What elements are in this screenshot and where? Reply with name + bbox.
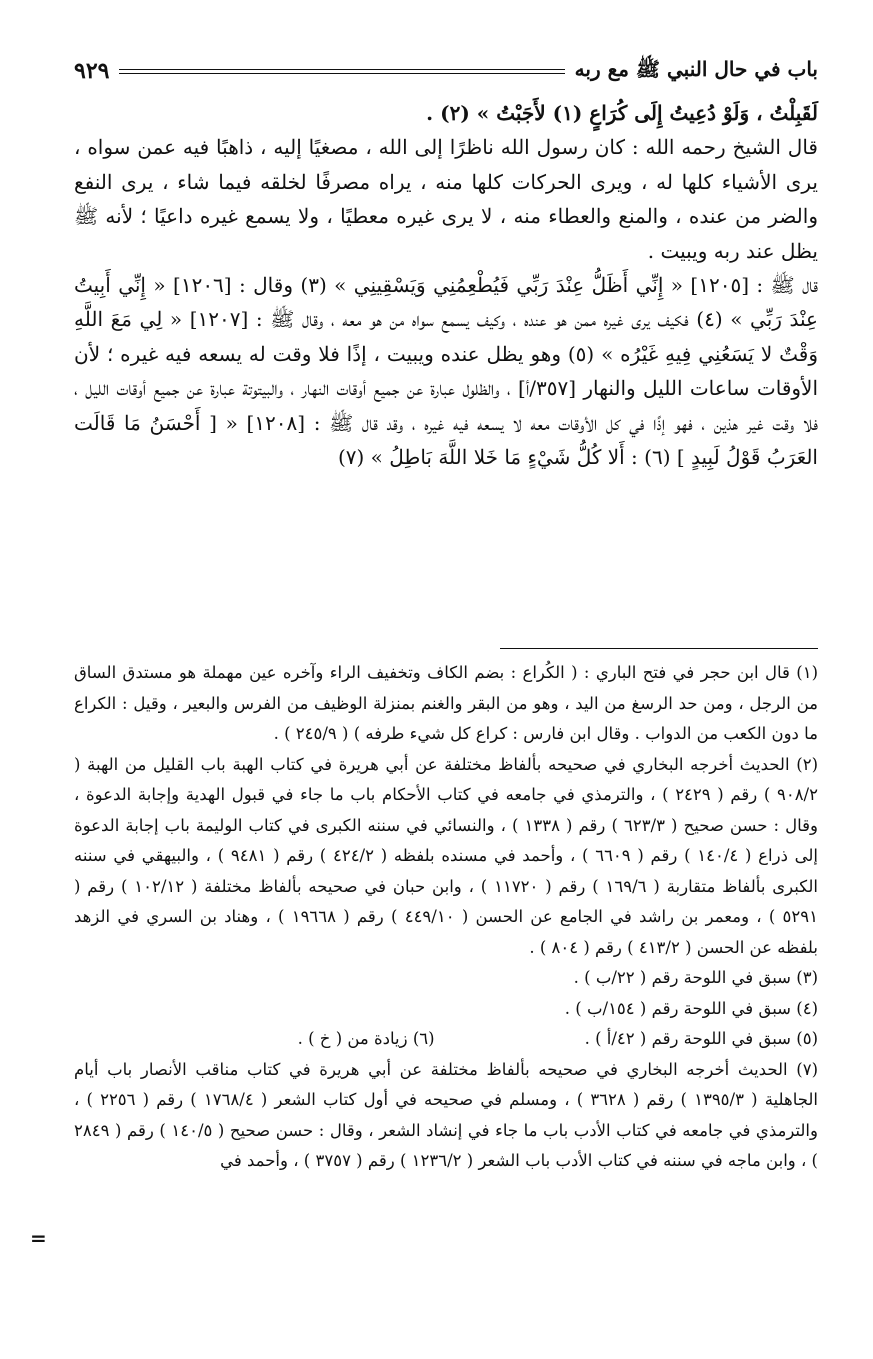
footnote-6: (٦) زيادة من ( خ ) . bbox=[297, 1029, 435, 1048]
footnote-row-5-6 bbox=[74, 1024, 818, 1055]
continuation-mark: = bbox=[30, 1226, 47, 1250]
header-title: باب في حال النبي ﷺ مع ربه bbox=[574, 56, 818, 81]
footnote-1: (١) قال ابن حجر في فتح الباري : ( الكُراع : بضم الكاف وتخفيف الراء وآخره عين مهملة هو مستدق الساق من الرجل ، ومن حد الرسغ من اليد ، وهو من البقر والغنم بمنزلة الوظيف من الفرس والبعير ، وقيل : الكراع ما دون الكعب من الدواب . وقال ابن فارس : كراع كل شيء طرفه ) ( ٢٤٥/٩ ) . bbox=[74, 663, 818, 743]
paragraph-2: قال الشيخ رحمه الله : كان رسول الله ناظرًا إلى الله ، مصغيًا إليه ، ذاهبًا فيه عمن سواه ، يرى الأشياء كلها له ، ويرى الحركات كلها منه ، يراه مصرفًا لخلقه فيما شاء ، يرى النفع والضر من عنده ، والمنع والعطاء منه ، لا يرى غيره معطيًا ، ولا يسمع غيره داعيًا ؛ لأنه ﷺ يظل عند ربه ويبيت . bbox=[74, 135, 818, 263]
footnote-4: (٤) سبق في اللوحة رقم ( ١٥٤/ب ) . bbox=[564, 998, 818, 1018]
paragraph-3: قال ﷺ : [١٢٠٥] « إِنِّي أَظَلُّ عِنْدَ رَبِّي فَيُطْعِمُنِي وَيَسْقِينِي » (٣) وقال : [١٢٠٦] « إِنِّي أَبِيتُ عِنْدَ رَبِّي » (٤) فكيف يرى غيره ممن هو عنده ، وكيف يسمع سواه من هو معه ، وقال ﷺ : [١٢٠٧] « لِي مَعَ اللَّهِ وَقْتٌ لا يَسَعُنِي فِيهِ غَيْرُه » (٥) وهو يظل عنده ويبيت ، إذًا فلا وقت له يسعه فيه غيره ؛ لأن الأوقات ساعات الليل والنهار [٣٥٧/أ] ، والظلول عبارة عن جميع أوقات النهار ، والبيتوتة عبارة عن جميع أوقات الليل ، فلا وقت غير هذين ، فهو إذًا في كل الأوقات معه لا يسعه فيه غيره ، وقد قال ﷺ : [١٢٠٨] « [ أَحْسَنُ مَا قَالَت العَرَبُ قَوْلُ لَبِيدٍ ] (٦) : أَلا كُلُّ شَيْءٍ مَا خَلا اللَّهَ بَاطِلُ » (٧) bbox=[74, 273, 819, 470]
footnote-5: (٥) سبق في اللوحة رقم ( ٤٢/أ ) . bbox=[584, 1029, 818, 1048]
footnote-3: (٣) سبق في اللوحة رقم ( ٢٢/ب ) . bbox=[573, 968, 818, 987]
footnote-2: (٢) الحديث أخرجه البخاري في صحيحه بألفاظ مختلفة عن أبي هريرة في كتاب الهبة باب القليل من الهبة ( ٩٠٨/٢ ) رقم ( ٢٤٢٩ ) ، والترمذي في جامعه في كتاب الأحكام باب ما جاء في قبول الهدية وإجابة الدعوة ، وقال : حسن صحيح ( ٦٢٣/٣ ) رقم ( ١٣٣٨ ) ، والنسائي في سننه الكبرى في كتاب الوليمة باب إجابة الدعوة إلى ذراع ( ١٤٠/٤ ) رقم ( ٦٦٠٩ ) ، وأحمد في مسنده بلفظه ( ٤٢٤/٢ ) رقم ( ٩٤٨١ ) ، والبيهقي في سننه الكبرى بألفاظ متقاربة ( ١٦٩/٦ ) رقم ( ١١٧٢٠ ) ، وابن حبان في صحيحه بألفاظ مختلفة ( ١٠٢/١٢ ) رقم ( ٥٢٩١ ) ، ومعمر بن راشد في الجامع عن الحسن ( ٤٤٩/١٠ ) رقم ( ١٩٦٦٨ ) ، وهناد بن السري في الزهد بلفظه عن الحسن ( ٤١٣/٢ ) رقم ( ٨٠٤ ) . bbox=[74, 754, 818, 957]
running-header bbox=[74, 52, 818, 90]
footnote-separator bbox=[500, 648, 818, 649]
footnotes bbox=[74, 658, 818, 1177]
main-text bbox=[74, 96, 818, 474]
paragraph-1: لَقَبِلْتُ ، وَلَوْ دُعِيتُ إِلَى كُرَاعٍ (١) لأَجَبْتُ » (٢) . bbox=[426, 101, 818, 125]
page-number: ٩٢٩ bbox=[74, 58, 110, 84]
footnote-7: (٧) الحديث أخرجه البخاري في صحيحه بألفاظ مختلفة عن أبي هريرة في كتاب مناقب الأنصار باب أيام الجاهلية ( ١٣٩٥/٣ ) رقم ( ٣٦٢٨ ) ، ومسلم في صحيحه في أول كتاب الشعر ( ١٧٦٨/٤ ) رقم ( ٢٢٥٦ ) ، والترمذي في جامعه في كتاب الأدب باب ما جاء في إنشاد الشعر ، وقال : حسن صحيح ( ١٤٠/٥ ) رقم ( ٢٨٤٩ ) ، وابن ماجه في سننه في كتاب الأدب باب الشعر ( ١٢٣٦/٢ ) رقم ( ٣٧٥٧ ) ، وأحمد في bbox=[74, 1059, 818, 1170]
header-rule bbox=[119, 69, 564, 74]
